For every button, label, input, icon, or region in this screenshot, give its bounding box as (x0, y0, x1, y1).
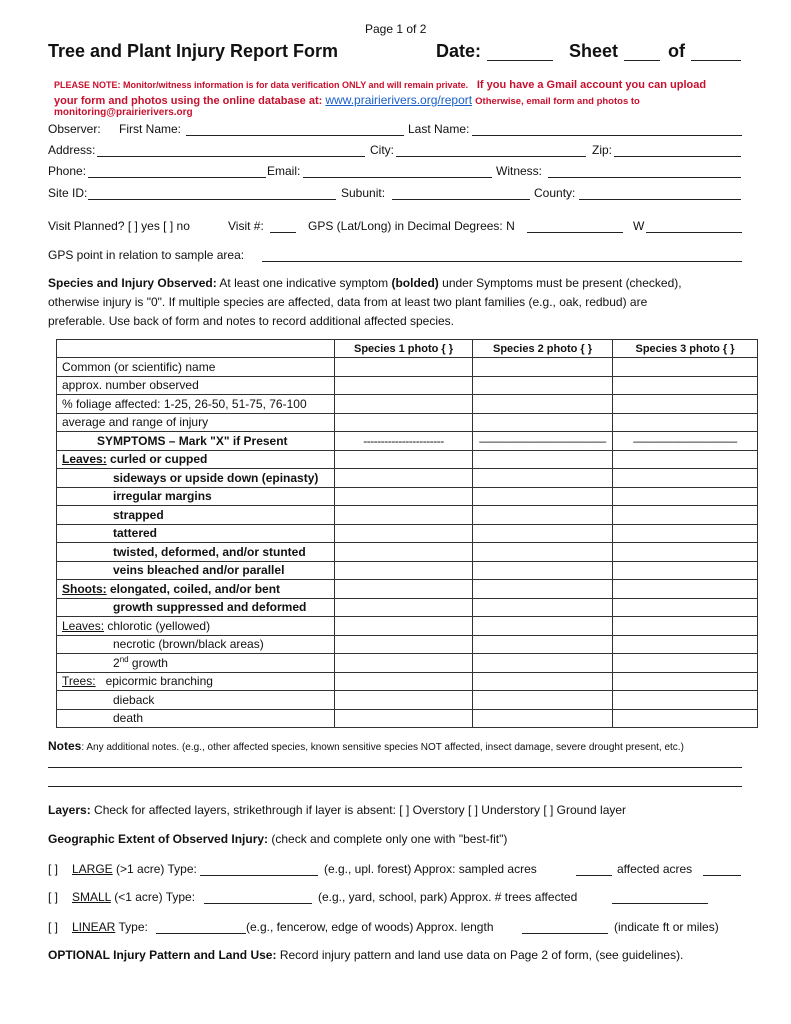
table-cell[interactable] (613, 543, 758, 562)
large-approx: (e.g., upl. forest) Approx: sampled acres (324, 862, 537, 876)
layers-line[interactable] (48, 803, 626, 817)
last-name-field[interactable] (472, 135, 742, 136)
table-cell[interactable] (335, 450, 473, 469)
table-cell[interactable] (613, 395, 758, 414)
row-label (57, 672, 335, 691)
small-type-field[interactable] (204, 903, 312, 904)
last-name-label: Last Name: (408, 122, 470, 136)
of-label: of (668, 41, 685, 61)
header-species-1: Species 1 photo { } (335, 340, 473, 358)
upload-note: your form and photos using the online database at: (54, 95, 323, 107)
notes-line (48, 739, 684, 753)
monitoring-email: monitoring@prairierivers.org (54, 107, 193, 118)
date-label: Date: (436, 41, 482, 61)
gps-n-field[interactable] (527, 232, 623, 233)
row-label: irregular margins (57, 487, 335, 506)
table-cell[interactable] (613, 654, 758, 673)
table-cell[interactable] (473, 413, 613, 432)
species-bolded: (bolded) (391, 276, 439, 290)
table-cell[interactable] (335, 358, 473, 377)
table-cell[interactable] (613, 561, 758, 580)
table-cell[interactable] (473, 580, 613, 599)
table-row (57, 376, 758, 395)
table-cell[interactable] (613, 709, 758, 728)
dash-cell: ——————————— (473, 432, 613, 451)
zip-label: Zip: (592, 143, 613, 157)
injury-table (56, 339, 758, 728)
species-heading: Species and Injury Observed: (48, 276, 217, 290)
table-cell[interactable] (613, 635, 758, 654)
species-text-1: At least one indicative symptom (216, 276, 392, 290)
site-id-field[interactable] (88, 199, 336, 200)
address-label: Address: (48, 143, 96, 157)
city-label: City: (370, 143, 394, 157)
table-cell[interactable] (473, 654, 613, 673)
small-label: SMALL (72, 890, 111, 904)
symptoms-header-row (57, 432, 758, 451)
email-note: Otherwise, email form and photos to (475, 96, 640, 107)
leaves-category-2: Leaves: (62, 618, 105, 633)
table-row (57, 450, 758, 469)
table-cell[interactable] (473, 561, 613, 580)
gps-w-field[interactable] (646, 232, 742, 233)
table-cell[interactable] (613, 617, 758, 636)
table-row (57, 617, 758, 636)
table-cell[interactable] (335, 561, 473, 580)
date-field[interactable] (487, 60, 553, 61)
table-cell[interactable] (335, 395, 473, 414)
row-label (57, 617, 335, 636)
species-intro-line-1 (48, 276, 682, 290)
sheet-field[interactable] (624, 60, 660, 61)
notice-line-2 (54, 93, 640, 107)
row-label (57, 450, 335, 469)
linear-length-field[interactable] (522, 933, 608, 934)
city-field[interactable] (396, 156, 586, 157)
row-label: death (57, 709, 335, 728)
second-growth-suffix: nd (119, 655, 129, 665)
zip-field[interactable] (614, 156, 741, 157)
shoots-symptom: elongated, coiled, and/or bent (106, 581, 281, 596)
table-cell[interactable] (613, 691, 758, 710)
row-label: average and range of injury (57, 413, 335, 432)
trees-category: Trees: (62, 674, 96, 689)
county-label: County: (534, 186, 576, 200)
gps-point-label: GPS point in relation to sample area: (48, 248, 245, 262)
table-cell[interactable] (473, 617, 613, 636)
table-cell[interactable] (473, 469, 613, 488)
table-cell[interactable] (335, 598, 473, 617)
first-name-label: First Name: (119, 122, 182, 136)
visit-number-field[interactable] (270, 232, 296, 233)
row-label: approx. number observed (57, 376, 335, 395)
table-cell[interactable] (473, 506, 613, 525)
optional-label: OPTIONAL Injury Pattern and Land Use: (48, 948, 277, 962)
linear-checkbox[interactable]: [ ] (48, 920, 59, 934)
gps-label: GPS (Lat/Long) in Decimal Degrees: N (308, 219, 515, 233)
table-cell[interactable] (335, 543, 473, 562)
small-type: (<1 acre) Type: (110, 890, 196, 904)
table-cell[interactable] (473, 598, 613, 617)
table-cell[interactable] (335, 506, 473, 525)
witness-field[interactable] (548, 177, 741, 178)
species-text-2: under Symptoms must be present (checked), (438, 276, 682, 290)
of-field[interactable] (691, 60, 741, 61)
row-label: twisted, deformed, and/or stunted (57, 543, 335, 562)
row-label: veins bleached and/or parallel (57, 561, 335, 580)
leaves-symptom: curled or cupped (106, 452, 208, 467)
form-title: Tree and Plant Injury Report Form (48, 41, 339, 61)
sheet-label: Sheet (569, 41, 619, 61)
large-line (72, 862, 197, 876)
county-field[interactable] (579, 199, 741, 200)
gps-point-field[interactable] (262, 261, 742, 262)
visit-number-label: Visit #: (228, 219, 264, 233)
address-field[interactable] (97, 156, 365, 157)
table-cell[interactable] (613, 376, 758, 395)
geo-extent-label: Geographic Extent of Observed Injury: (48, 832, 269, 846)
optional-text: Record injury pattern and land use data on Page 2 of form, (see guidelines). (276, 948, 684, 962)
table-cell[interactable] (335, 580, 473, 599)
table-row (57, 358, 758, 377)
table-row (57, 709, 758, 728)
table-row (57, 691, 758, 710)
notice-line-1 (54, 79, 706, 91)
table-cell[interactable] (335, 376, 473, 395)
gps-w-label: W (633, 219, 645, 233)
row-label: sideways or upside down (epinasty) (57, 469, 335, 488)
optional-line (48, 948, 683, 962)
table-cell[interactable] (335, 524, 473, 543)
table-cell[interactable] (473, 487, 613, 506)
observer-label: Observer: (48, 122, 101, 136)
small-trees-field[interactable] (612, 903, 708, 904)
table-row (57, 543, 758, 562)
table-row (57, 561, 758, 580)
linear-label: LINEAR (72, 920, 116, 934)
table-cell[interactable] (473, 635, 613, 654)
table-row (57, 580, 758, 599)
large-affected-field[interactable] (703, 875, 741, 876)
header-species-2: Species 2 photo { } (473, 340, 613, 358)
table-row (57, 487, 758, 506)
linear-line (72, 920, 148, 934)
email-label: Email: (267, 164, 301, 178)
table-cell[interactable] (473, 376, 613, 395)
symptoms-label: SYMPTOMS – Mark "X" if Present (57, 432, 335, 451)
table-cell[interactable] (613, 358, 758, 377)
notes-field-1[interactable] (48, 767, 742, 768)
table-cell[interactable] (613, 487, 758, 506)
species-intro-line-2: otherwise injury is "0". If multiple species are affected, data from at least two plant families (e.g., oak, redbud) are (48, 295, 648, 309)
notes-label: Notes (48, 739, 82, 753)
table-cell[interactable] (613, 524, 758, 543)
second-growth-text: growth (128, 656, 168, 671)
table-cell[interactable] (613, 506, 758, 525)
row-label: dieback (57, 691, 335, 710)
linear-approx: (e.g., fencerow, edge of woods) Approx. length (246, 920, 494, 934)
table-cell[interactable] (613, 469, 758, 488)
table-header-row (57, 340, 758, 358)
layers-label: Layers: (48, 803, 91, 817)
table-row (57, 598, 758, 617)
table-cell[interactable] (335, 487, 473, 506)
site-id-label: Site ID: (48, 186, 88, 200)
row-label: tattered (57, 524, 335, 543)
dash-cell: ————————— (613, 432, 758, 451)
table-cell[interactable] (335, 635, 473, 654)
second-growth-number: 2 (113, 656, 120, 671)
large-sampled-field[interactable] (576, 875, 612, 876)
table-cell[interactable] (473, 543, 613, 562)
small-checkbox[interactable]: [ ] (48, 890, 59, 904)
table-row (57, 672, 758, 691)
table-row (57, 654, 758, 673)
small-approx: (e.g., yard, school, park) Approx. # trees affected (318, 890, 578, 904)
row-label (57, 654, 335, 673)
layers-text: Check for affected layers, strikethrough if layer is absent: [ ] Overstory [ ] Understory [ ] Ground layer (90, 803, 627, 817)
table-cell[interactable] (473, 691, 613, 710)
linear-type: Type: (115, 920, 148, 934)
witness-label: Witness: (496, 164, 543, 178)
large-affected: affected acres (617, 862, 693, 876)
table-row (57, 524, 758, 543)
table-cell[interactable] (335, 691, 473, 710)
row-label: strapped (57, 506, 335, 525)
table-cell[interactable] (613, 672, 758, 691)
dash-cell: ----------------------- (335, 432, 473, 451)
table-cell[interactable] (473, 450, 613, 469)
large-type: (>1 acre) Type: (112, 862, 197, 876)
table-cell[interactable] (613, 580, 758, 599)
phone-field[interactable] (88, 177, 266, 178)
subunit-label: Subunit: (341, 186, 386, 200)
gmail-note: If you have a Gmail account you can upload (476, 79, 707, 91)
table-cell[interactable] (613, 598, 758, 617)
visit-planned-label[interactable]: Visit Planned? [ ] yes [ ] no (48, 219, 190, 233)
large-type-field[interactable] (200, 875, 318, 876)
table-cell[interactable] (335, 709, 473, 728)
header-species-3: Species 3 photo { } (613, 340, 758, 358)
large-label: LARGE (72, 862, 113, 876)
table-cell[interactable] (335, 617, 473, 636)
notes-field-2[interactable] (48, 786, 742, 787)
table-row (57, 413, 758, 432)
row-label: necrotic (brown/black areas) (57, 635, 335, 654)
page-label: Page 1 of 2 (365, 22, 427, 36)
table-row (57, 395, 758, 414)
geo-extent-line (48, 832, 507, 846)
linear-type-field[interactable] (156, 933, 246, 934)
table-cell[interactable] (335, 672, 473, 691)
row-label: Common (or scientific) name (57, 358, 335, 377)
leaves-symptom-2: chlorotic (yellowed) (104, 618, 211, 633)
table-cell[interactable] (335, 469, 473, 488)
table-cell[interactable] (473, 524, 613, 543)
subunit-field[interactable] (392, 199, 530, 200)
row-label (57, 580, 335, 599)
table-cell[interactable] (473, 709, 613, 728)
table-row (57, 469, 758, 488)
table-row (57, 506, 758, 525)
shoots-category: Shoots: (62, 581, 107, 596)
table-cell[interactable] (335, 413, 473, 432)
large-checkbox[interactable]: [ ] (48, 862, 59, 876)
row-label: % foliage affected: 1-25, 26-50, 51-75, 76-100 (57, 395, 335, 414)
privacy-note: PLEASE NOTE: Monitor/witness information is for data verification ONLY and will remain private. (54, 80, 469, 90)
table-cell[interactable] (613, 413, 758, 432)
table-cell[interactable] (473, 358, 613, 377)
header-blank (57, 340, 335, 358)
phone-label: Phone: (48, 164, 87, 178)
table-cell[interactable] (335, 654, 473, 673)
email-field[interactable] (303, 177, 492, 178)
species-intro-line-3: preferable. Use back of form and notes to record additional affected species. (48, 314, 455, 328)
small-line (72, 890, 195, 904)
report-url-link[interactable]: www.prairierivers.org/report (325, 93, 473, 107)
table-cell[interactable] (473, 395, 613, 414)
table-row (57, 635, 758, 654)
table-cell[interactable] (613, 450, 758, 469)
row-label: growth suppressed and deformed (57, 598, 335, 617)
geo-extent-text: (check and complete only one with "best-fit") (268, 832, 508, 846)
trees-symptom: epicormic branching (105, 674, 213, 689)
leaves-category: Leaves: (62, 452, 107, 467)
notes-text: : Any additional notes. (e.g., other affected species, known sensitive species NOT affected, insect damage, severe drought present, etc.) (81, 742, 684, 753)
linear-units: (indicate ft or miles) (614, 920, 719, 934)
first-name-field[interactable] (186, 135, 404, 136)
table-cell[interactable] (473, 672, 613, 691)
